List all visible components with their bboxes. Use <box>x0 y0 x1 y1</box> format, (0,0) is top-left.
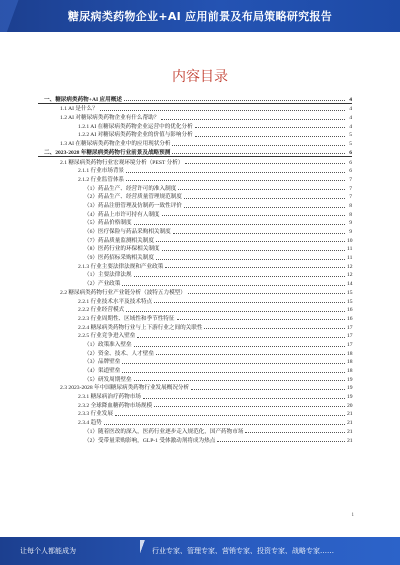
toc-leader-dots <box>122 372 345 373</box>
toc-entry-page: 15 <box>347 298 353 305</box>
toc-entry-page: 10 <box>347 237 353 244</box>
toc-leader-dots <box>156 259 345 260</box>
toc-entry[interactable] <box>38 94 352 104</box>
toc-entry-text: 2.1 糖尿病类药物行业宏观环境分析（PEST 分析） <box>60 159 184 166</box>
toc-entry-page: 11 <box>347 246 353 253</box>
toc-entry-text: 1.1 AI 是什么？ <box>60 106 98 113</box>
toc-entry[interactable] <box>38 147 352 157</box>
toc-entry-page: 18 <box>347 359 353 366</box>
toc-leader-dots <box>172 145 345 146</box>
toc-entry[interactable] <box>38 104 352 113</box>
toc-entry[interactable] <box>38 348 352 357</box>
toc-entry-text: 2.3.4 趋势 <box>78 420 102 427</box>
toc-entry-page: 4 <box>349 115 352 122</box>
toc-entry-page: 12 <box>347 263 353 270</box>
toc-entry-page: 12 <box>347 272 353 279</box>
toc-leader-dots <box>188 293 345 294</box>
toc-entry-text: （5）研发周期壁垒 <box>84 376 132 383</box>
toc-leader-dots <box>162 215 345 216</box>
toc-entry[interactable] <box>38 130 352 139</box>
toc-entry[interactable] <box>38 112 352 121</box>
toc-leader-dots <box>115 415 345 416</box>
toc-entry-text: （5）药品价格制度 <box>84 220 132 227</box>
toc-leader-dots <box>204 328 345 329</box>
toc-entry[interactable] <box>38 200 352 209</box>
toc-leader-dots <box>122 363 345 364</box>
toc-entry-text: （4）药品上市许可持有人制度 <box>84 211 160 218</box>
toc-entry[interactable] <box>38 374 352 383</box>
toc-entry-page: 18 <box>347 350 353 357</box>
toc-entry-text: 2.2.5 行业竞争进入壁垒 <box>78 333 136 340</box>
toc-entry[interactable] <box>38 322 352 331</box>
toc-leader-dots <box>172 153 345 154</box>
toc-entry-text: 一、糖尿病类药物+AI 应用概述 <box>44 96 122 103</box>
toc-entry-page: 21 <box>347 428 353 435</box>
toc-entry-text: 1.2.2 AI 对糖尿病类药物企业的价值与影响分析 <box>78 132 193 139</box>
toc-leader-dots <box>162 250 345 251</box>
toc-entry[interactable] <box>38 287 352 296</box>
toc-entry[interactable] <box>38 209 352 218</box>
report-title: 糖尿病类药物企业+AI 应用前景及布局策略研究报告 <box>67 10 333 23</box>
toc-entry-text: （3）品牌壁垒 <box>84 359 121 366</box>
toc-entry-page: 21 <box>347 420 353 427</box>
toc-leader-dots <box>134 224 345 225</box>
toc-entry-text: （1）药品生产、经营许可的准入制度 <box>84 185 177 192</box>
toc-entry-page: 5 <box>349 141 352 148</box>
toc-entry-page: 4 <box>349 106 352 113</box>
toc-entry[interactable] <box>38 426 352 435</box>
toc-leader-dots <box>126 180 345 181</box>
toc-entry[interactable] <box>38 174 352 183</box>
toc-entry[interactable] <box>38 244 352 253</box>
toc-entry-page: 15 <box>347 289 353 296</box>
toc-entry-page: 18 <box>347 368 353 374</box>
toc-leader-dots <box>122 285 345 286</box>
toc-entry[interactable] <box>38 138 352 147</box>
toc-entry-page: 21 <box>347 437 353 444</box>
toc-leader-dots <box>217 441 345 442</box>
toc-leader-dots <box>177 319 346 320</box>
report-header <box>0 0 400 32</box>
footer-roles: 行业专家、管理专家、营销专家、投资专家、战略专家…… <box>152 547 334 555</box>
toc-leader-dots <box>165 267 345 268</box>
toc-leader-dots <box>154 302 345 303</box>
toc-entry[interactable] <box>38 305 352 314</box>
toc-entry[interactable] <box>38 218 352 227</box>
toc-entry-text: 1.2.1 AI 在糖尿病类药物企业运营中的优化分析 <box>78 123 193 130</box>
toc-entry-page: 6 <box>349 159 352 166</box>
toc-entry[interactable] <box>38 296 352 305</box>
toc-entry-page: 9 <box>349 229 352 235</box>
toc-entry[interactable] <box>38 183 352 192</box>
toc-entry-page: 14 <box>347 281 353 288</box>
toc-entry-page: 7 <box>349 194 352 201</box>
toc-entry[interactable] <box>38 261 352 270</box>
toc-entry-page: 16 <box>347 315 353 322</box>
toc-entry-page: 6 <box>349 168 352 175</box>
toc-entry[interactable] <box>38 400 352 409</box>
toc-entry[interactable] <box>38 278 352 287</box>
toc-entry-page: 19 <box>347 376 353 383</box>
toc-entry-page: 8 <box>349 211 352 218</box>
toc-leader-dots <box>143 398 345 399</box>
toc-entry-page: 17 <box>347 341 353 348</box>
footer-divider <box>140 540 148 562</box>
toc-leader-dots <box>161 119 345 120</box>
toc-entry-text: 2.3.2 全球降血糖药物市场规模 <box>78 402 153 409</box>
toc-entry[interactable] <box>38 235 352 244</box>
toc-entry[interactable] <box>38 270 352 279</box>
toc-leader-dots <box>100 110 345 111</box>
toc-entry-text: 2.2.4 糖尿病类药物行业与上下游行业之间的关联性 <box>78 324 203 331</box>
toc-entry-text: （2）药品生产、经营质量管理规范制度 <box>84 194 182 201</box>
toc-entry[interactable] <box>38 157 352 166</box>
toc-leader-dots <box>124 100 345 101</box>
toc-entry-page: 4 <box>349 96 352 103</box>
toc-entry-page: 7 <box>349 185 352 192</box>
toc-entry-page: 19 <box>347 394 353 401</box>
toc-entry[interactable] <box>38 417 352 426</box>
toc-entry-text: （2）受带量采购影响，GLP-1 受体激动剂将成为热点 <box>84 437 216 444</box>
toc-entry-text: （3）药品注册管理及仿制药一致性评价 <box>84 202 182 209</box>
toc-entry-text: （2）产业政策 <box>84 281 121 288</box>
toc-entry[interactable] <box>38 365 352 374</box>
toc-entry-text: （2）资金、技术、人才壁垒 <box>84 350 154 357</box>
toc-entry-text: 2.1.3 行业主要法律法规和产业政策 <box>78 263 164 270</box>
toc-leader-dots <box>184 207 345 208</box>
toc-leader-dots <box>195 136 345 137</box>
toc-entry[interactable] <box>38 166 352 175</box>
toc-entry[interactable] <box>38 252 352 261</box>
toc-entry-text: 2.2 糖尿病类药物行业产业链分析（波特五力模型） <box>60 289 186 296</box>
toc-leader-dots <box>184 198 345 199</box>
toc-entry[interactable] <box>38 435 352 444</box>
toc-entry-text: 二、2023-2028 年糖尿病类药物行业前景及战略预测 <box>44 149 171 156</box>
toc-entry[interactable] <box>38 121 352 130</box>
toc-entry-page: 11 <box>347 255 353 262</box>
toc-entry-text: （1）主要法律法规 <box>84 272 132 279</box>
toc-entry[interactable] <box>38 331 352 340</box>
toc-entry-page: 4 <box>349 123 352 130</box>
page-number: 1 <box>351 513 354 518</box>
footer-lead: 让每个人都能成为 <box>20 547 76 555</box>
toc-entry-page: 20 <box>347 402 353 409</box>
toc-leader-dots <box>126 311 345 312</box>
toc-entry-page: 17 <box>347 324 353 331</box>
toc-entry-text: （4）渠道壁垒 <box>84 368 121 374</box>
toc-entry-text: 1.2 AI 对糖尿病类药物企业有什么帮助？ <box>60 115 160 122</box>
toc-entry-text: （9）医药招标采购相关制度 <box>84 255 154 262</box>
toc-leader-dots <box>134 346 345 347</box>
toc-entry[interactable] <box>38 391 352 400</box>
toc-leader-dots <box>154 406 345 407</box>
toc-entry-page: 5 <box>349 132 352 139</box>
toc-leader-dots <box>104 424 345 425</box>
toc-entry-text: 2.3.1 糖尿病治疗药物市场 <box>78 394 141 401</box>
toc-entry-page: 7 <box>349 176 352 183</box>
toc-entry-text: （8）医药行业的环保相关制度 <box>84 246 160 253</box>
toc-entry-page: 9 <box>349 220 352 227</box>
toc-entry-text: 2.3.3 行业发展 <box>78 411 113 418</box>
toc-entry-text: 2.2.1 行业技术水平及技术特点 <box>78 298 153 305</box>
toc-entry[interactable] <box>38 383 352 392</box>
toc-entry-text: 2.1.1 行业市场背景 <box>78 168 125 175</box>
toc-entry-text: 2.3 2023-2028 年中国糖尿病类药物行业发展概况分析 <box>60 385 190 392</box>
toc-entry-text: 2.1.2 行业监管体系 <box>78 176 125 183</box>
toc-entry-text: （1）政策准入壁垒 <box>84 341 132 348</box>
toc-leader-dots <box>195 127 345 128</box>
toc-entry[interactable] <box>38 357 352 366</box>
toc-entry-text: （1）随着医改的深入，医药行业逐步走入规范化，国产药物市场 <box>84 428 244 435</box>
toc-entry-text: 2.2.2 行业经营模式 <box>78 307 125 314</box>
toc-entry-page: 6 <box>349 149 352 156</box>
toc-leader-dots <box>185 163 345 164</box>
table-of-contents <box>38 94 352 444</box>
toc-heading: 内容目录 <box>172 69 228 85</box>
toc-leader-dots <box>126 172 345 173</box>
footer-banner <box>0 537 400 565</box>
toc-entry-page: 19 <box>347 385 353 392</box>
toc-entry-text: （6）医疗保险与药品采购相关制度 <box>84 229 171 235</box>
toc-entry-page: 17 <box>347 333 353 340</box>
toc-entry[interactable] <box>38 339 352 348</box>
toc-entry[interactable] <box>38 226 352 235</box>
toc-leader-dots <box>134 380 345 381</box>
toc-entry-page: 8 <box>349 202 352 209</box>
toc-entry[interactable] <box>38 313 352 322</box>
toc-leader-dots <box>191 389 345 390</box>
toc-entry-page: 16 <box>347 307 353 314</box>
toc-entry[interactable] <box>38 409 352 418</box>
toc-leader-dots <box>178 189 345 190</box>
toc-leader-dots <box>156 241 345 242</box>
toc-entry-text: （7）药品质量监测相关制度 <box>84 237 154 244</box>
toc-leader-dots <box>245 432 345 433</box>
toc-leader-dots <box>134 276 345 277</box>
toc-leader-dots <box>156 354 345 355</box>
toc-entry[interactable] <box>38 192 352 201</box>
toc-leader-dots <box>137 337 345 338</box>
toc-leader-dots <box>173 233 345 234</box>
toc-entry-page: 21 <box>347 411 353 418</box>
toc-entry-text: 1.3 AI 在糖尿病类药物企业中的应用现状分析 <box>60 141 171 148</box>
toc-entry-text: 2.2.3 行业周期性、区域性和季节性特征 <box>78 315 175 322</box>
